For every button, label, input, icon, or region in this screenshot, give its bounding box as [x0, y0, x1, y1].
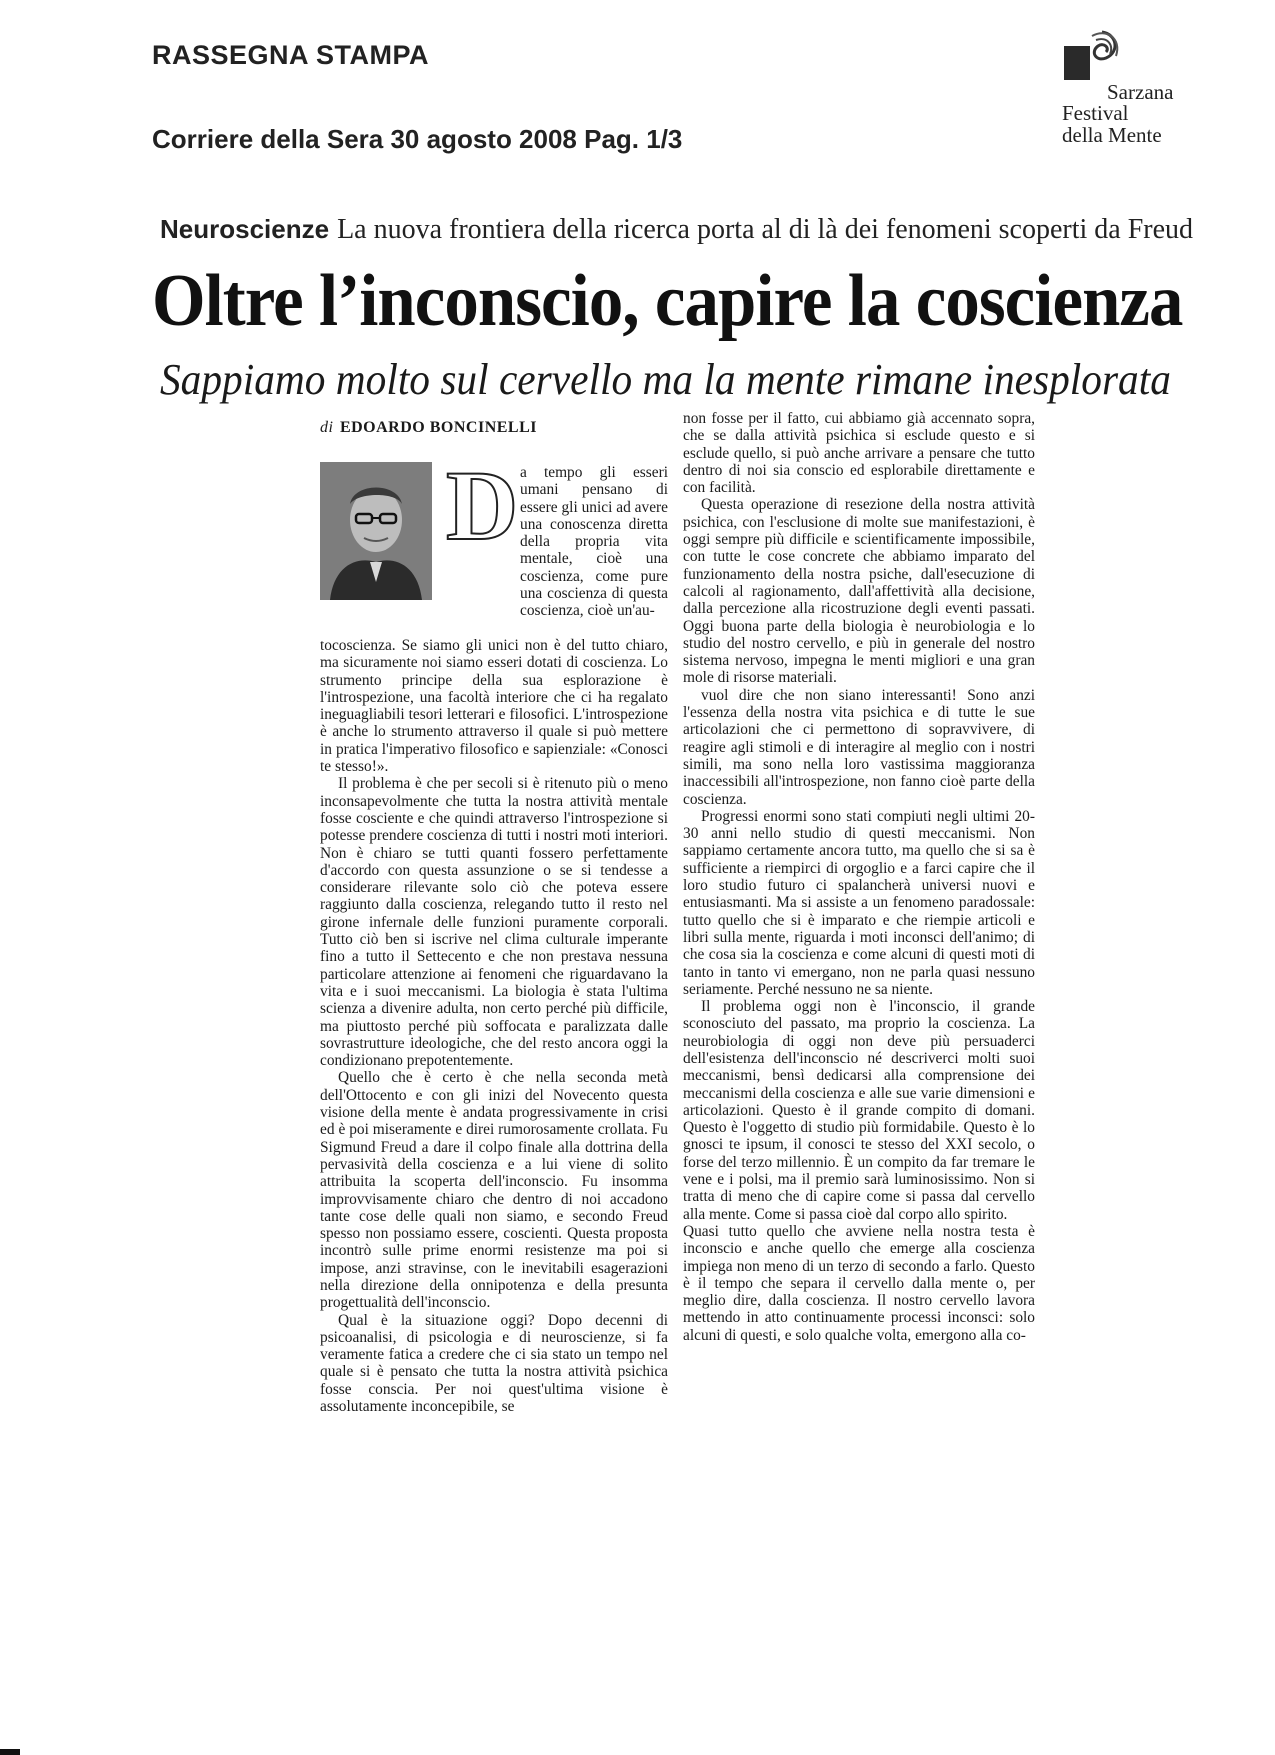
paragraph: Il problema oggi non è l'inconscio, il grande sconosciuto del passato, ma proprio la coscienza. La neurobiologia di oggi non deve più persuaderci dell'esistenza dell'inconscio né descriverci molti suoi meccanismi, bensì dedicarsi alla comprensione dei meccanismi della coscienza e alle sue varie dimensioni e articolazioni. Questo è il grande compito di domani. Questo è l'oggetto di studio più formidabile. Questo è lo gnosci te ipsum, il conosci te stesso del XXI secolo, o forse del terzo millennio. È un compito da far tremare le vene e i polsi, ma il premio sarà luminosissimo. Non si tratta di meno che di capire come si passa dal cervello alla mente. Come si passa cioè dal corpo allo spirito. [683, 998, 1035, 1223]
paragraph: Qual è la situazione oggi? Dopo decenni di psicoanalisi, di psicologia e di neuroscienze, si fa veramente fatica a credere che ci sia stato un tempo nel quale si è pensato che tutta la nostra attività psichica fosse conscia. Per noi quest'ultima visione è assolutamente inconcepibile, se [320, 1311, 668, 1416]
intro-paragraph: a tempo gli esseri umani pensano di essere gli unici ad avere una conoscenza diretta della propria vita mentale, cioè una coscienza, come pure una coscienza di questa coscienza, cioè un'au- [520, 464, 668, 620]
swirl-logo-icon [1062, 26, 1122, 82]
byline-prefix: di [320, 419, 334, 436]
paragraph: vuol dire che non siano interessanti! Sono anzi l'essenza della nostra vita psichica e di tutte le sue articolazioni che ci permettono di sopravvivere, di reagire agli stimoli e di interagire al meglio con i nostri simili, ma sono nella loro vastissima maggioranza inaccessibili all'introspezione, non fanno cioè parte della coscienza. [683, 686, 1035, 808]
kicker [160, 214, 1193, 246]
logo-line-1: Sarzana [1107, 80, 1174, 104]
author-portrait [320, 462, 432, 600]
paragraph: Quello che è certo è che nella seconda metà dell'Ottocento e con gli inizi del Novecento questa visione della mente è andata progressivamente in crisi ed è poi miseramente e direi rumorosamente crollata. Fu Sigmund Freud a dare il colpo finale alla dottrina della pervasività della coscienza e a lui viene di solito attribuita la scoperta dell'inconscio. Fu insomma improvvisamente chiaro che dentro di noi accadono tante cose delle quali non siamo, e secondo Freud spesso non possiamo essere, coscienti. Questa proposta incontrò sulle prime enormi resistenze ma poi si impose, anzi stravinse, con le inevitabili esagerazioni nella direzione della onnipotenza e della presunta progettualità dell'inconscio. [320, 1069, 668, 1312]
paragraph: Quasi tutto quello che avviene nella nostra testa è inconscio e anche quello che emerge alla coscienza impiega non meno di un terzo di secondo a farlo. Questo è il tempo che separa il cervello dalla mente o, per meglio dire, dalla coscienza. Il nostro cervello lavora mettendo in atto continuamente processi inconsci: solo alcuni di questi, e solo qualche volta, emergono alla co- [683, 1222, 1035, 1344]
kicker-tag: Neuroscienze [160, 214, 330, 244]
headline: Oltre l’inconscio, capire la coscienza [152, 260, 1183, 342]
paragraph: Il problema è che per secoli si è ritenuto più o meno inconsapevolmente che tutta la nostra attività mentale fosse cosciente e che quindi attraverso l'introspezione si potesse prendere coscienza di tutti i nostri moti interiori. Non è chiaro se tutti quanti fossero perfettamente d'accordo con questa assunzione o se si tendesse a considerare rilevante solo ciò che poteva essere raggiunto dalla coscienza, relegando tutto il resto nel girone infernale delle funzioni puramente corporali. Tutto ciò ben si iscrive nel clima culturale imperante fino a tutto il Settecento e che non prestava nessuna particolare attenzione ai fenomeni che riguardavano la vita e i suoi meccanismi. La biologia è stata l'ultima scienza a divenire adulta, non certo perché più difficile, ma piuttosto perché più soffocata e paralizzata dalle sovrastrutture ideologiche, che del resto ancora oggi la condizionano prepotentemente. [320, 775, 668, 1070]
logo-line-3: della Mente [1062, 123, 1162, 147]
byline-author: EDOARDO BONCINELLI [339, 419, 537, 436]
article-column-right [683, 410, 1035, 1344]
source-line: Corriere della Sera 30 agosto 2008 Pag. 1/3 [152, 124, 683, 154]
paragraph: Progressi enormi sono stati compiuti negli ultimi 20-30 anni nello studio di questi meccanismi. Non sappiamo certamente ancora tutto, ma quello che si sa è sufficiente a riempirci di orgoglio e a farci capire che il loro studio futuro ci spalancherà universi nuovi e entusiasmanti. Ma si assiste a un fenomeno paradossale: tutto quello che si è imparato e che riempie articoli e libri sulla mente, riguarda i moti inconsci dell'animo; di che cosa sia la coscienza e come alcuni di questi moti di tanto in tanto vi emergano, non ne parla quasi nessuno seriamente. Perché nessuno ne sa niente. [683, 807, 1035, 998]
paragraph: non fosse per il fatto, cui abbiamo già accennato sopra, che se dalla attività psichica si esclude questo e si esclude quello, si può anche arrivare a pensare che tutto dentro di noi sia conscio ed esplorabile direttamente e con facilità. [683, 410, 1035, 497]
drop-cap: D [446, 450, 519, 561]
press-review-title: RASSEGNA STAMPA [152, 40, 430, 70]
scan-mark [0, 1749, 20, 1755]
byline [320, 419, 537, 437]
paragraph: tocoscienza. Se siamo gli unici non è del tutto chiaro, ma sicuramente noi siamo esseri dotati di coscienza. Lo strumento principe della sua esplorazione è l'introspezione, una facoltà interiore che ci ha regalato ineguagliabili tesori letterari e filosofici. L'introspezione è anche lo strumento attraverso il quale si può mettere in pratica l'imperativo filosofico e sapienziale: «Conosci te stesso!». [320, 637, 668, 776]
subheadline: Sappiamo molto sul cervello ma la mente rimane inesplorata [160, 355, 1171, 404]
article-column-left [320, 637, 668, 1415]
paragraph: Questa operazione di resezione della nostra attività psichica, con l'esclusione di molte sue manifestazioni, è oggi sempre più difficile e scientificamente impossibile, con tutte le cose concrete che abbiamo imparato del funzionamento della nostra psiche, dall'esecuzione di calcoli al ragionamento, dall'affettività alla decisione, dalla percezione alla ricostruzione degli eventi passati. Oggi buona parte della biologia è neurobiologia e lo studio del nostro cervello, e più in generale del nostro sistema nervoso, impegna le menti migliori e una gran mole di risorse materiali. [683, 496, 1035, 687]
kicker-text: La nuova frontiera della ricerca porta al di là dei fenomeni scoperti da Freud [337, 214, 1194, 245]
article-intro [520, 464, 668, 620]
logo-line-2: Festival [1062, 101, 1129, 125]
festival-logo [1062, 26, 1212, 156]
